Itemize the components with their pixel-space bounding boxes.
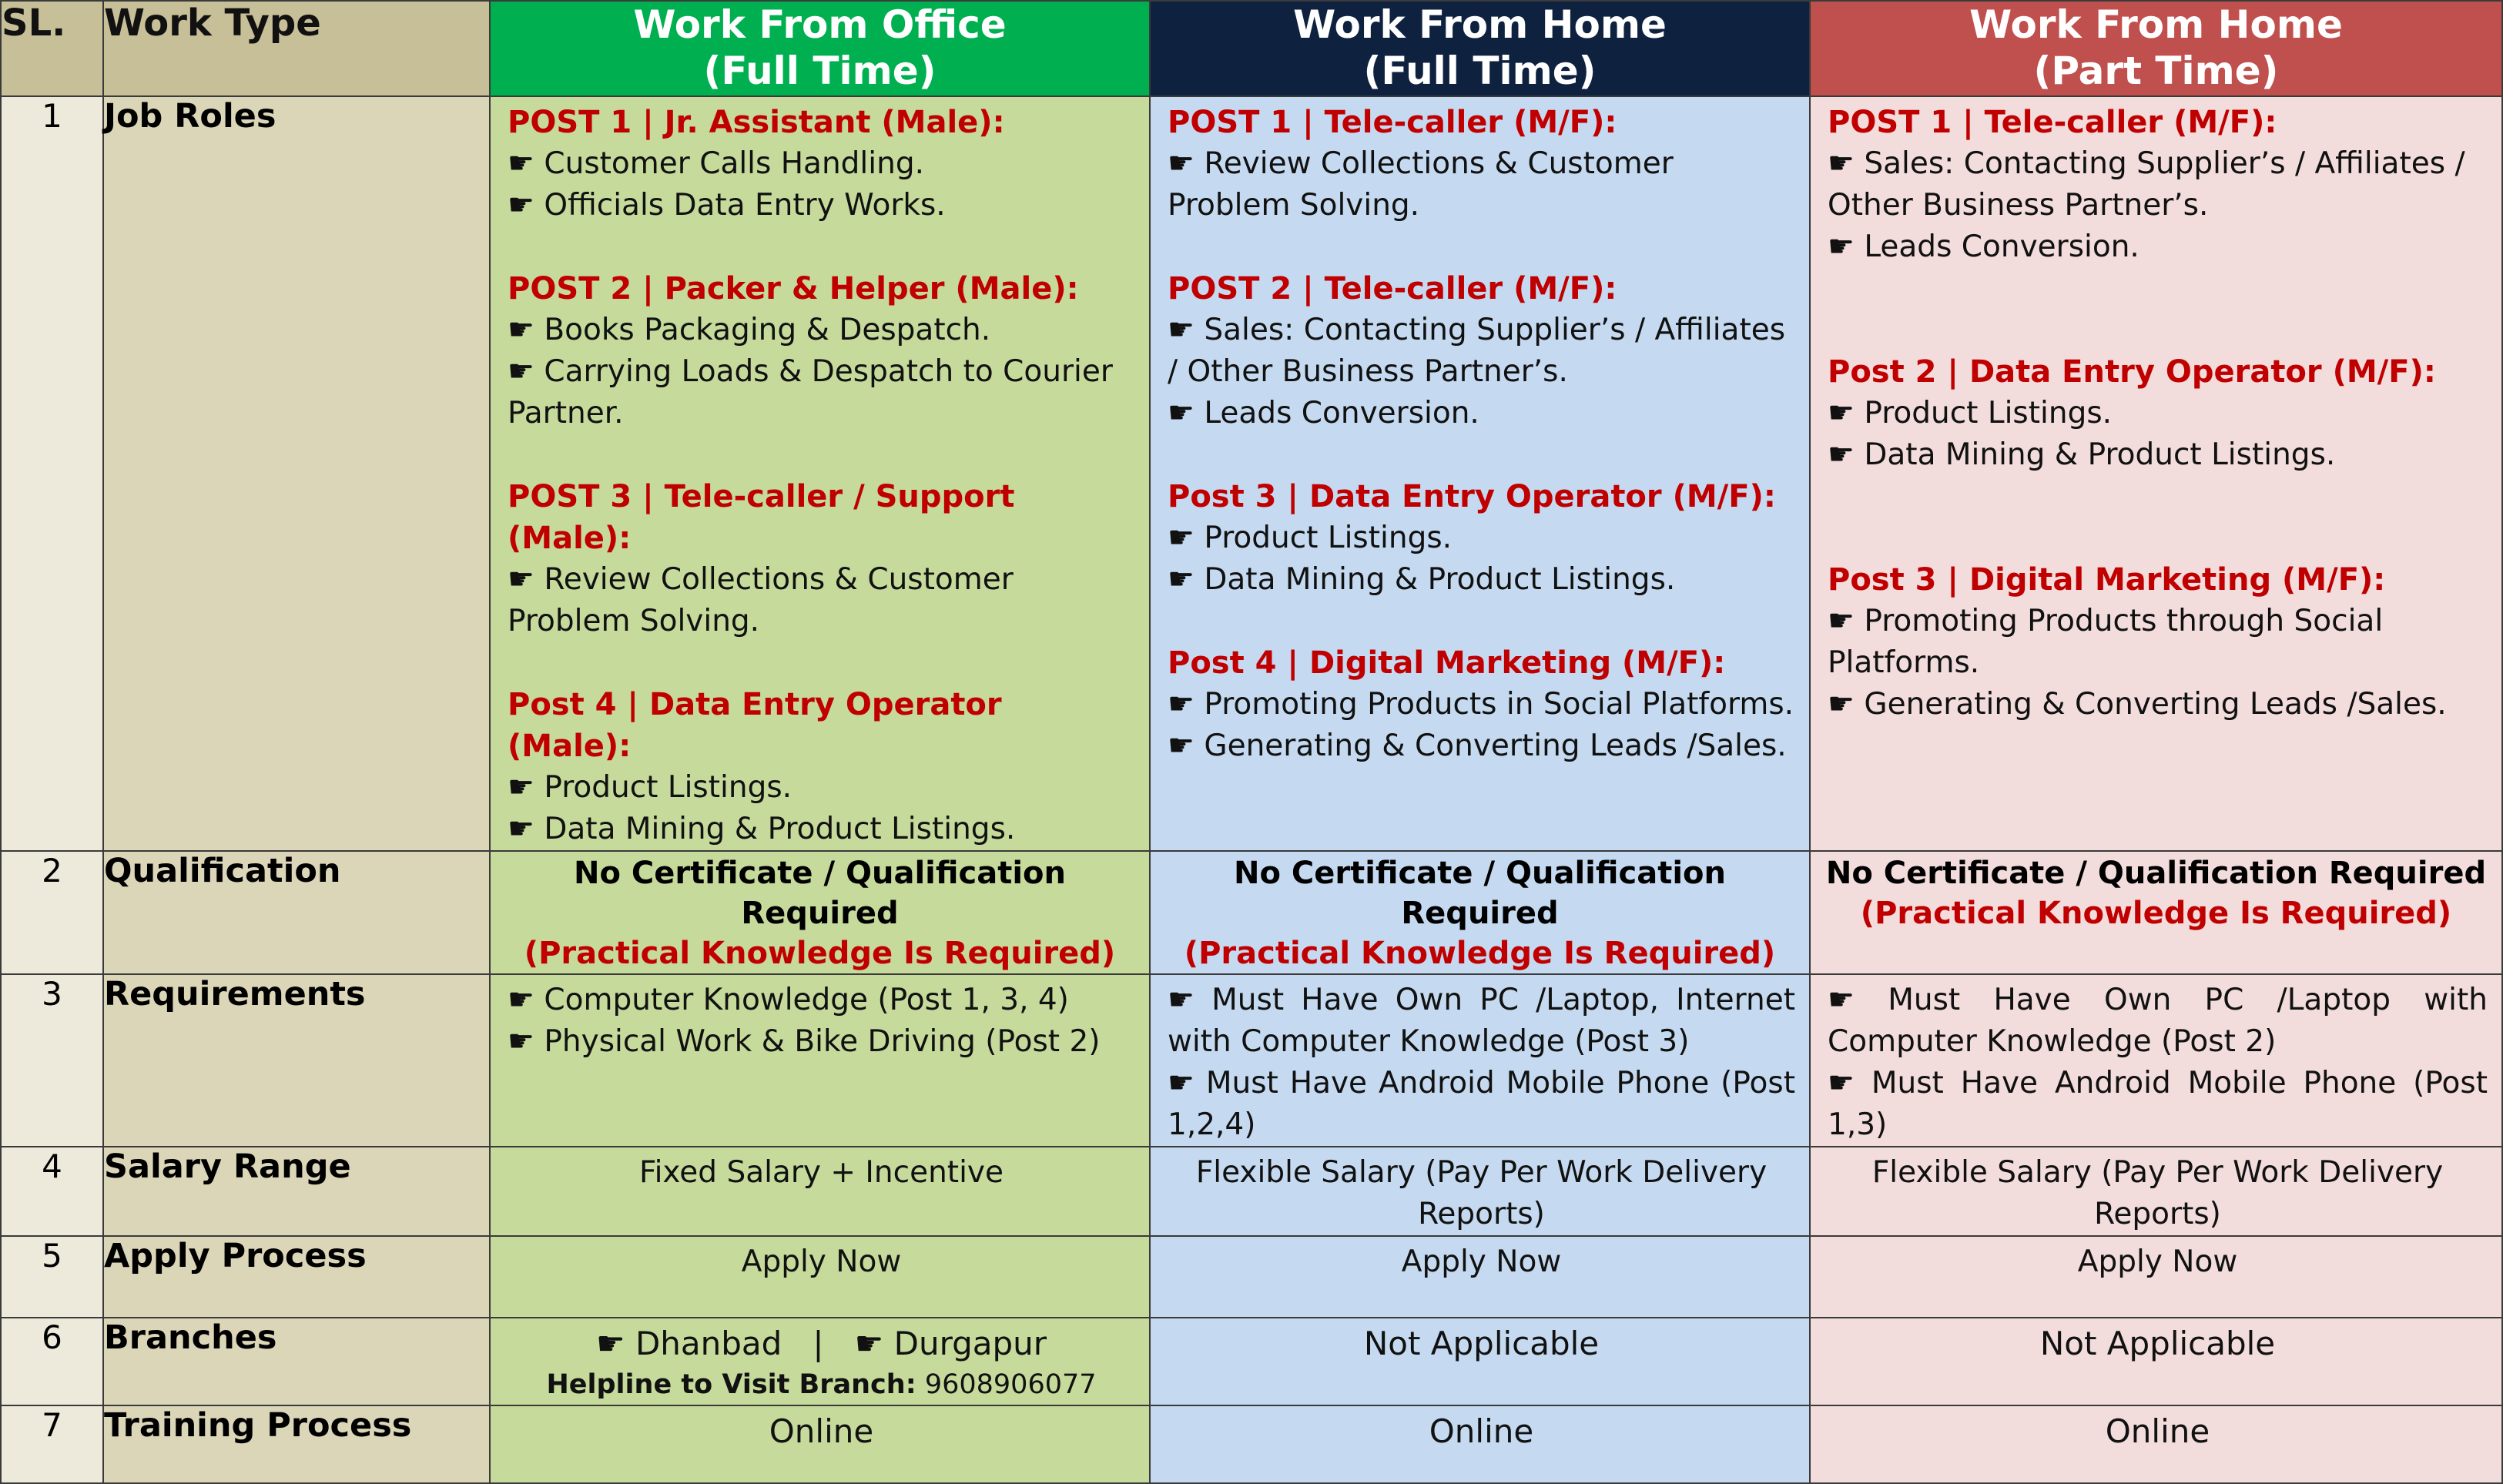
post-title: POST 1 | Jr. Assistant (Male): xyxy=(508,105,1005,140)
header-home-full-line1: Work From Home xyxy=(1293,2,1667,47)
row-number: 1 xyxy=(1,96,103,851)
bullet-item: ☛ Data Mining & Product Listings. xyxy=(508,809,1135,850)
home-part-apply-cell xyxy=(1810,1236,2502,1318)
home-full-job-roles-cell xyxy=(1150,96,1810,851)
row-number: 5 xyxy=(1,1236,103,1318)
training-text: Online xyxy=(769,1412,874,1450)
row-label: Apply Process xyxy=(103,1236,490,1318)
office-salary-cell xyxy=(490,1147,1150,1236)
bullet-item: ☛ Generating & Converting Leads /Sales. xyxy=(1168,725,1795,767)
post-title: POST 1 | Tele-caller (M/F): xyxy=(1168,105,1617,140)
row-apply-process xyxy=(1,1236,2502,1318)
training-text: Online xyxy=(2105,1412,2210,1450)
bullet-item: ☛ Sales: Contacting Supplier’s / Affiliates / Other Business Partner’s. xyxy=(1168,310,1795,393)
row-number: 6 xyxy=(1,1318,103,1405)
row-label: Training Process xyxy=(103,1405,490,1483)
bullet-item: ☛ Data Mining & Product Listings. xyxy=(1828,434,2488,476)
header-home-part-line1: Work From Home xyxy=(1969,2,2343,47)
row-qualification xyxy=(1,851,2502,974)
branch-separator: | xyxy=(813,1325,824,1362)
row-number: 3 xyxy=(1,974,103,1147)
header-work-from-office xyxy=(490,1,1150,96)
salary-text: Fixed Salary + Incentive xyxy=(638,1155,1004,1190)
requirement-item: ☛ Must Have Android Mobile Phone (Post 1,3) xyxy=(1828,1063,2488,1146)
row-number: 2 xyxy=(1,851,103,974)
home-full-training-cell xyxy=(1150,1405,1810,1483)
header-home-full-line2: (Full Time) xyxy=(1363,49,1597,93)
row-label: Salary Range xyxy=(103,1147,490,1236)
header-work-from-home-part xyxy=(1810,1,2502,96)
bullet-item: ☛ Promoting Products through Social Platforms. xyxy=(1828,601,2488,684)
header-work-type: Work Type xyxy=(103,1,490,96)
training-text: Online xyxy=(1429,1412,1534,1450)
header-work-from-home-full xyxy=(1150,1,1810,96)
qualification-note: (Practical Knowledge Is Required) xyxy=(524,936,1116,971)
home-part-training-cell xyxy=(1810,1405,2502,1483)
qualification-note: (Practical Knowledge Is Required) xyxy=(1860,896,2452,931)
bullet-item: ☛ Review Collections & Customer Problem Solving. xyxy=(1168,143,1795,226)
salary-text: Flexible Salary (Pay Per Work Delivery Reports) xyxy=(1195,1155,1768,1231)
branch-durgapur: ☛ Durgapur xyxy=(855,1325,1047,1362)
row-training-process xyxy=(1,1405,2502,1483)
row-salary-range xyxy=(1,1147,2502,1236)
bullet-item: ☛ Review Collections & Customer Problem Solving. xyxy=(508,559,1135,642)
post-title: POST 3 | Tele-caller / Support (Male): xyxy=(508,479,1015,556)
requirement-item: ☛ Computer Knowledge (Post 1, 3, 4) xyxy=(508,980,1135,1021)
post-title: Post 4 | Digital Marketing (M/F): xyxy=(1168,645,1726,681)
apply-now-link[interactable]: Apply Now xyxy=(1401,1244,1562,1279)
post-title: POST 2 | Packer & Helper (Male): xyxy=(508,271,1079,307)
bullet-item: ☛ Leads Conversion. xyxy=(1168,393,1795,434)
post-title: POST 1 | Tele-caller (M/F): xyxy=(1828,105,2277,140)
qualification-text: No Certificate / Qualification Required xyxy=(573,856,1067,931)
bullet-item: ☛ Books Packaging & Despatch. xyxy=(508,310,1135,351)
requirement-item: ☛ Physical Work & Bike Driving (Post 2) xyxy=(508,1021,1135,1063)
home-part-branches-cell xyxy=(1810,1318,2502,1405)
home-part-job-roles-cell xyxy=(1810,96,2502,851)
row-label: Requirements xyxy=(103,974,490,1147)
row-requirements xyxy=(1,974,2502,1147)
home-full-qualification-cell xyxy=(1150,851,1810,974)
office-job-roles-cell xyxy=(490,96,1150,851)
post-title: Post 4 | Data Entry Operator (Male): xyxy=(508,687,1002,764)
header-home-part-line2: (Part Time) xyxy=(2033,49,2279,93)
branch-dhanbad: ☛ Dhanbad xyxy=(596,1325,782,1362)
bullet-item: ☛ Product Listings. xyxy=(1828,393,2488,434)
home-part-qualification-cell xyxy=(1810,851,2502,974)
helpline xyxy=(508,1365,1135,1405)
bullet-item: ☛ Promoting Products in Social Platforms. xyxy=(1168,684,1795,725)
row-number: 7 xyxy=(1,1405,103,1483)
home-part-requirements-cell xyxy=(1810,974,2502,1147)
bullet-item: ☛ Data Mining & Product Listings. xyxy=(1168,559,1795,601)
qualification-text: No Certificate / Qualification Required xyxy=(1233,856,1727,931)
bullet-item: ☛ Product Listings. xyxy=(1168,518,1795,559)
home-full-apply-cell xyxy=(1150,1236,1810,1318)
office-qualification-cell xyxy=(490,851,1150,974)
branches-text: Not Applicable xyxy=(1363,1325,1600,1362)
post-title: Post 3 | Digital Marketing (M/F): xyxy=(1828,562,2386,598)
helpline-label: Helpline to Visit Branch: xyxy=(546,1369,916,1400)
row-label: Qualification xyxy=(103,851,490,974)
home-full-branches-cell xyxy=(1150,1318,1810,1405)
office-apply-cell xyxy=(490,1236,1150,1318)
row-label: Job Roles xyxy=(103,96,490,851)
bullet-item: ☛ Generating & Converting Leads /Sales. xyxy=(1828,684,2488,725)
home-full-salary-cell xyxy=(1150,1147,1810,1236)
branches-text: Not Applicable xyxy=(2039,1325,2276,1362)
row-branches xyxy=(1,1318,2502,1405)
qualification-note: (Practical Knowledge Is Required) xyxy=(1184,936,1776,971)
bullet-item: ☛ Officials Data Entry Works. xyxy=(508,185,1135,226)
helpline-number[interactable]: 9608906077 xyxy=(924,1369,1097,1400)
office-branches-cell xyxy=(490,1318,1150,1405)
office-requirements-cell xyxy=(490,974,1150,1147)
qualification-text: No Certificate / Qualification Required xyxy=(1825,856,2487,891)
post-title: Post 2 | Data Entry Operator (M/F): xyxy=(1828,354,2436,390)
home-part-salary-cell xyxy=(1810,1147,2502,1236)
bullet-item: ☛ Customer Calls Handling. xyxy=(508,143,1135,185)
home-full-requirements-cell xyxy=(1150,974,1810,1147)
post-title: Post 3 | Data Entry Operator (M/F): xyxy=(1168,479,1776,514)
requirement-item: ☛ Must Have Own PC /Laptop with Computer Knowledge (Post 2) xyxy=(1828,980,2488,1063)
requirement-item: ☛ Must Have Android Mobile Phone (Post 1,2,4) xyxy=(1168,1063,1795,1146)
bullet-item: ☛ Product Listings. xyxy=(508,767,1135,809)
header-office-line2: (Full Time) xyxy=(703,49,937,93)
apply-now-link[interactable]: Apply Now xyxy=(2077,1244,2238,1279)
apply-now-link[interactable]: Apply Now xyxy=(741,1244,902,1279)
requirement-item: ☛ Must Have Own PC /Laptop, Internet with Computer Knowledge (Post 3) xyxy=(1168,980,1795,1063)
post-title: POST 2 | Tele-caller (M/F): xyxy=(1168,271,1617,307)
salary-text: Flexible Salary (Pay Per Work Delivery Reports) xyxy=(1871,1155,2444,1231)
header-sl: SL. xyxy=(1,1,103,96)
bullet-item: ☛ Sales: Contacting Supplier’s / Affiliates / Other Business Partner’s. xyxy=(1828,143,2488,226)
header-row xyxy=(1,1,2502,96)
row-number: 4 xyxy=(1,1147,103,1236)
bullet-item: ☛ Leads Conversion. xyxy=(1828,226,2488,268)
header-office-line1: Work From Office xyxy=(633,2,1007,47)
bullet-item: ☛ Carrying Loads & Despatch to Courier Partner. xyxy=(508,351,1135,434)
row-job-roles xyxy=(1,96,2502,851)
office-training-cell xyxy=(490,1405,1150,1483)
row-label: Branches xyxy=(103,1318,490,1405)
